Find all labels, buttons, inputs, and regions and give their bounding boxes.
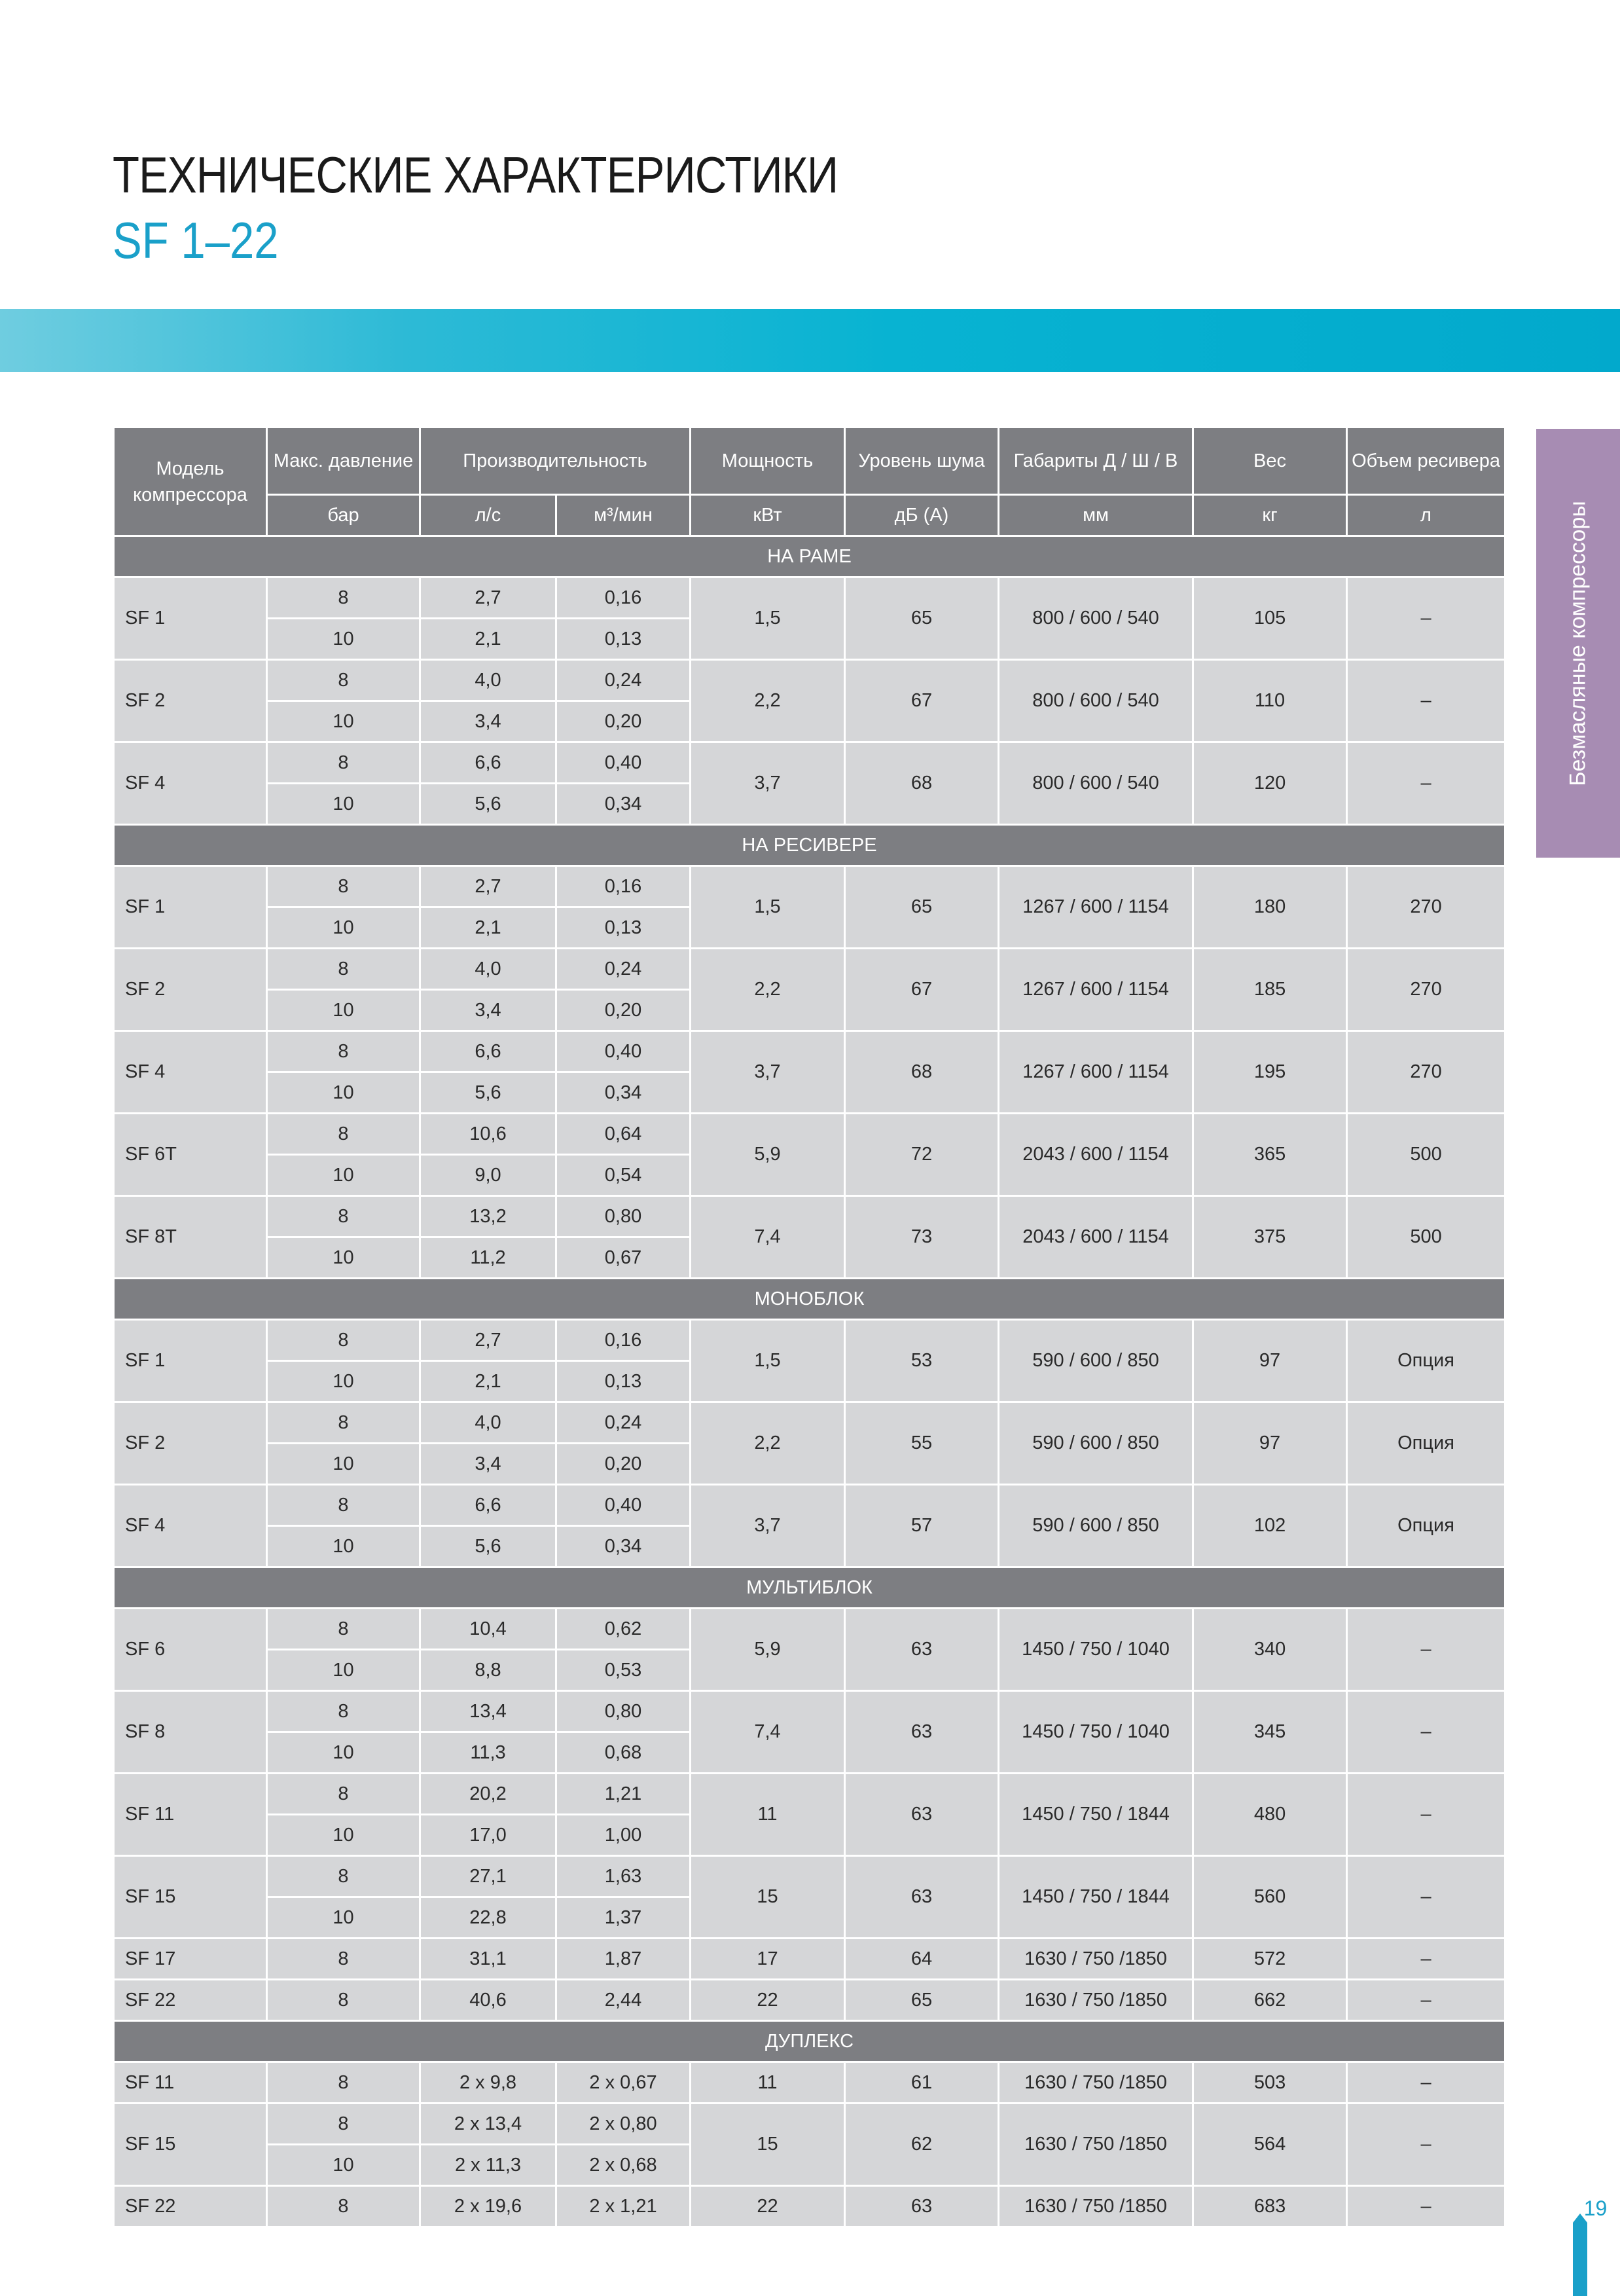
cell-dims: 1450 / 750 / 1040 — [999, 1609, 1193, 1691]
cell-dims: 800 / 600 / 540 — [999, 577, 1193, 660]
cell-noise: 57 — [845, 1485, 999, 1567]
table-row — [114, 577, 1505, 619]
cell-pressure: 8 — [267, 1856, 420, 1897]
cell-lps: 6,6 — [420, 742, 556, 784]
cell-weight: 365 — [1193, 1114, 1347, 1196]
cell-lps: 2,1 — [420, 619, 556, 660]
cell-lps: 20,2 — [420, 1774, 556, 1815]
cell-lps: 13,2 — [420, 1196, 556, 1237]
cell-dims: 590 / 600 / 850 — [999, 1320, 1193, 1402]
cell-lps: 2,7 — [420, 866, 556, 907]
section-title: МУЛЬТИБЛОК — [114, 1567, 1505, 1609]
cell-noise: 72 — [845, 1114, 999, 1196]
cell-m3: 0,24 — [556, 660, 691, 701]
cell-m3: 0,34 — [556, 1526, 691, 1567]
table-row — [114, 1320, 1505, 1361]
cell-tank: – — [1347, 1856, 1505, 1939]
cell-tank: – — [1347, 2104, 1505, 2186]
cell-m3: 0,16 — [556, 1320, 691, 1361]
cell-model: SF 8 — [114, 1691, 267, 1774]
cell-weight: 185 — [1193, 949, 1347, 1031]
cell-weight: 572 — [1193, 1939, 1347, 1980]
cell-power: 5,9 — [691, 1114, 845, 1196]
cell-model: SF 1 — [114, 1320, 267, 1402]
table-row — [114, 1114, 1505, 1155]
cell-m3: 0,80 — [556, 1691, 691, 1732]
table-row — [114, 1980, 1505, 2021]
cell-lps: 10,6 — [420, 1114, 556, 1155]
cell-pressure: 8 — [267, 1980, 420, 2021]
cell-m3: 0,20 — [556, 990, 691, 1031]
cell-weight: 345 — [1193, 1691, 1347, 1774]
cell-lps: 22,8 — [420, 1897, 556, 1939]
cell-lps: 3,4 — [420, 1444, 556, 1485]
cell-noise: 53 — [845, 1320, 999, 1402]
cell-power: 15 — [691, 1856, 845, 1939]
cell-m3: 0,54 — [556, 1155, 691, 1196]
cell-pressure: 10 — [267, 1732, 420, 1774]
cell-pressure: 8 — [267, 866, 420, 907]
cell-lps: 4,0 — [420, 949, 556, 990]
specs-table — [113, 426, 1506, 2228]
cell-m3: 0,62 — [556, 1609, 691, 1650]
cell-model: SF 4 — [114, 1031, 267, 1114]
cell-power: 3,7 — [691, 1485, 845, 1567]
cell-tank: – — [1347, 660, 1505, 742]
cell-m3: 0,53 — [556, 1650, 691, 1691]
cell-m3: 2 x 0,80 — [556, 2104, 691, 2145]
cell-pressure: 10 — [267, 1237, 420, 1279]
cell-dims: 1450 / 750 / 1040 — [999, 1691, 1193, 1774]
cell-model: SF 2 — [114, 949, 267, 1031]
cell-power: 2,2 — [691, 1402, 845, 1485]
cell-tank: 500 — [1347, 1114, 1505, 1196]
cell-dims: 2043 / 600 / 1154 — [999, 1114, 1193, 1196]
cell-power: 15 — [691, 2104, 845, 2186]
section-row — [114, 536, 1505, 577]
cell-lps: 17,0 — [420, 1815, 556, 1856]
cell-noise: 67 — [845, 949, 999, 1031]
cell-pressure: 10 — [267, 1526, 420, 1567]
cell-tank: – — [1347, 742, 1505, 825]
header-noise: Уровень шума — [845, 428, 999, 495]
cell-pressure: 10 — [267, 701, 420, 742]
unit-noise: дБ (А) — [845, 495, 999, 536]
cell-pressure: 10 — [267, 2145, 420, 2186]
cell-noise: 68 — [845, 742, 999, 825]
cell-tank: – — [1347, 1939, 1505, 1980]
cell-lps: 6,6 — [420, 1485, 556, 1526]
section-title: НА РАМЕ — [114, 536, 1505, 577]
cell-weight: 683 — [1193, 2186, 1347, 2227]
cell-weight: 120 — [1193, 742, 1347, 825]
cell-weight: 97 — [1193, 1402, 1347, 1485]
cell-m3: 1,00 — [556, 1815, 691, 1856]
cell-m3: 0,13 — [556, 907, 691, 949]
cell-pressure: 8 — [267, 742, 420, 784]
cell-pressure: 8 — [267, 577, 420, 619]
cell-dims: 1630 / 750 /1850 — [999, 2186, 1193, 2227]
cell-lps: 2,7 — [420, 1320, 556, 1361]
cell-lps: 5,6 — [420, 784, 556, 825]
cell-noise: 61 — [845, 2062, 999, 2104]
cell-pressure: 10 — [267, 1444, 420, 1485]
cell-pressure: 8 — [267, 1114, 420, 1155]
unit-weight: кг — [1193, 495, 1347, 536]
unit-power: кВт — [691, 495, 845, 536]
cell-pressure: 8 — [267, 1485, 420, 1526]
page-title: ТЕХНИЧЕСКИЕ ХАРАКТЕРИСТИКИ — [113, 146, 838, 204]
table-row — [114, 742, 1505, 784]
cell-weight: 564 — [1193, 2104, 1347, 2186]
cell-weight: 195 — [1193, 1031, 1347, 1114]
cell-m3: 1,87 — [556, 1939, 691, 1980]
cell-m3: 2 x 1,21 — [556, 2186, 691, 2227]
cell-pressure: 8 — [267, 949, 420, 990]
cell-noise: 67 — [845, 660, 999, 742]
cell-tank: – — [1347, 1980, 1505, 2021]
cell-m3: 0,16 — [556, 577, 691, 619]
cell-tank: – — [1347, 1691, 1505, 1774]
cell-power: 1,5 — [691, 1320, 845, 1402]
cell-pressure: 10 — [267, 1072, 420, 1114]
cell-tank: Опция — [1347, 1402, 1505, 1485]
header-pressure: Макс. давление — [267, 428, 420, 495]
cell-m3: 2 x 0,68 — [556, 2145, 691, 2186]
side-tab-label: Безмасляные компрессоры — [1565, 500, 1591, 786]
cell-pressure: 8 — [267, 1031, 420, 1072]
section-row — [114, 1279, 1505, 1320]
table-row — [114, 1031, 1505, 1072]
cell-lps: 6,6 — [420, 1031, 556, 1072]
cell-dims: 1267 / 600 / 1154 — [999, 1031, 1193, 1114]
section-row — [114, 825, 1505, 866]
header-power: Мощность — [691, 428, 845, 495]
cell-lps: 2,1 — [420, 1361, 556, 1402]
cell-tank: Опция — [1347, 1485, 1505, 1567]
table-row — [114, 1485, 1505, 1526]
section-row — [114, 2021, 1505, 2062]
table-row — [114, 2104, 1505, 2145]
cell-noise: 64 — [845, 1939, 999, 1980]
cell-power: 11 — [691, 2062, 845, 2104]
cell-m3: 0,34 — [556, 1072, 691, 1114]
cell-m3: 0,40 — [556, 1031, 691, 1072]
cell-power: 7,4 — [691, 1691, 845, 1774]
cell-noise: 63 — [845, 1609, 999, 1691]
table-row — [114, 1939, 1505, 1980]
cell-lps: 2,1 — [420, 907, 556, 949]
table-row — [114, 1856, 1505, 1897]
cell-pressure: 8 — [267, 2104, 420, 2145]
cell-pressure: 10 — [267, 619, 420, 660]
cell-lps: 8,8 — [420, 1650, 556, 1691]
cell-lps: 13,4 — [420, 1691, 556, 1732]
cell-pressure: 8 — [267, 1609, 420, 1650]
cell-weight: 102 — [1193, 1485, 1347, 1567]
specs-body — [114, 536, 1505, 2227]
cell-pressure: 8 — [267, 1196, 420, 1237]
cell-weight: 105 — [1193, 577, 1347, 660]
cell-noise: 68 — [845, 1031, 999, 1114]
cell-power: 5,9 — [691, 1609, 845, 1691]
section-title: НА РЕСИВЕРЕ — [114, 825, 1505, 866]
cell-power: 1,5 — [691, 577, 845, 660]
cell-dims: 590 / 600 / 850 — [999, 1402, 1193, 1485]
cell-weight: 97 — [1193, 1320, 1347, 1402]
cell-noise: 65 — [845, 577, 999, 660]
cell-lps: 3,4 — [420, 701, 556, 742]
cell-pressure: 10 — [267, 1155, 420, 1196]
cell-model: SF 15 — [114, 2104, 267, 2186]
cell-lps: 5,6 — [420, 1072, 556, 1114]
cell-tank: 270 — [1347, 1031, 1505, 1114]
cell-dims: 1267 / 600 / 1154 — [999, 866, 1193, 949]
cell-m3: 0,64 — [556, 1114, 691, 1155]
cell-dims: 1630 / 750 /1850 — [999, 2062, 1193, 2104]
cell-dims: 2043 / 600 / 1154 — [999, 1196, 1193, 1279]
cell-model: SF 11 — [114, 1774, 267, 1856]
cell-lps: 2 x 13,4 — [420, 2104, 556, 2145]
cell-noise: 65 — [845, 866, 999, 949]
cell-noise: 63 — [845, 1856, 999, 1939]
cell-pressure: 8 — [267, 1691, 420, 1732]
cell-m3: 0,13 — [556, 619, 691, 660]
unit-lps: л/с — [420, 495, 556, 536]
cell-pressure: 10 — [267, 1815, 420, 1856]
table-row — [114, 1196, 1505, 1237]
cell-dims: 800 / 600 / 540 — [999, 742, 1193, 825]
cell-power: 22 — [691, 1980, 845, 2021]
cell-pressure: 8 — [267, 1402, 420, 1444]
cell-model: SF 17 — [114, 1939, 267, 1980]
cell-model: SF 22 — [114, 1980, 267, 2021]
cell-weight: 560 — [1193, 1856, 1347, 1939]
cell-tank: – — [1347, 1609, 1505, 1691]
cell-pressure: 8 — [267, 1939, 420, 1980]
page-marker — [1573, 2223, 1587, 2296]
header-tank: Объем ресивера — [1347, 428, 1505, 495]
cell-tank: – — [1347, 1774, 1505, 1856]
cell-dims: 1630 / 750 /1850 — [999, 1980, 1193, 2021]
cell-lps: 31,1 — [420, 1939, 556, 1980]
cell-lps: 4,0 — [420, 1402, 556, 1444]
cell-pressure: 8 — [267, 660, 420, 701]
table-row — [114, 2062, 1505, 2104]
cell-m3: 0,40 — [556, 1485, 691, 1526]
cell-weight: 180 — [1193, 866, 1347, 949]
cell-weight: 662 — [1193, 1980, 1347, 2021]
cell-lps: 3,4 — [420, 990, 556, 1031]
cell-dims: 590 / 600 / 850 — [999, 1485, 1193, 1567]
cell-weight: 375 — [1193, 1196, 1347, 1279]
cell-model: SF 6 — [114, 1609, 267, 1691]
cell-m3: 1,63 — [556, 1856, 691, 1897]
cell-pressure: 8 — [267, 1774, 420, 1815]
header-band — [0, 309, 1620, 372]
cell-model: SF 2 — [114, 1402, 267, 1485]
table-row — [114, 1609, 1505, 1650]
table-row — [114, 1774, 1505, 1815]
cell-dims: 1450 / 750 / 1844 — [999, 1856, 1193, 1939]
cell-lps: 11,3 — [420, 1732, 556, 1774]
cell-model: SF 4 — [114, 1485, 267, 1567]
cell-m3: 0,24 — [556, 1402, 691, 1444]
cell-m3: 0,16 — [556, 866, 691, 907]
unit-tank: л — [1347, 495, 1505, 536]
cell-m3: 0,67 — [556, 1237, 691, 1279]
cell-tank: 500 — [1347, 1196, 1505, 1279]
cell-m3: 0,68 — [556, 1732, 691, 1774]
table-row — [114, 2186, 1505, 2227]
cell-noise: 62 — [845, 2104, 999, 2186]
cell-pressure: 10 — [267, 1650, 420, 1691]
unit-pressure: бар — [267, 495, 420, 536]
cell-m3: 0,20 — [556, 1444, 691, 1485]
cell-m3: 0,80 — [556, 1196, 691, 1237]
cell-weight: 110 — [1193, 660, 1347, 742]
cell-lps: 11,2 — [420, 1237, 556, 1279]
table-row — [114, 866, 1505, 907]
cell-weight: 480 — [1193, 1774, 1347, 1856]
cell-tank: – — [1347, 2062, 1505, 2104]
page-subtitle: SF 1–22 — [113, 211, 279, 269]
cell-tank: 270 — [1347, 866, 1505, 949]
cell-power: 3,7 — [691, 1031, 845, 1114]
cell-power: 1,5 — [691, 866, 845, 949]
cell-noise: 73 — [845, 1196, 999, 1279]
cell-dims: 800 / 600 / 540 — [999, 660, 1193, 742]
cell-tank: – — [1347, 2186, 1505, 2227]
cell-tank: – — [1347, 577, 1505, 660]
cell-model: SF 6T — [114, 1114, 267, 1196]
table-row — [114, 1402, 1505, 1444]
cell-model: SF 22 — [114, 2186, 267, 2227]
unit-m3: м³/мин — [556, 495, 691, 536]
cell-noise: 63 — [845, 1774, 999, 1856]
cell-lps: 27,1 — [420, 1856, 556, 1897]
cell-power: 2,2 — [691, 949, 845, 1031]
cell-power: 7,4 — [691, 1196, 845, 1279]
cell-m3: 0,13 — [556, 1361, 691, 1402]
cell-pressure: 8 — [267, 2062, 420, 2104]
cell-dims: 1630 / 750 /1850 — [999, 1939, 1193, 1980]
cell-noise: 55 — [845, 1402, 999, 1485]
cell-pressure: 10 — [267, 1361, 420, 1402]
cell-power: 22 — [691, 2186, 845, 2227]
cell-model: SF 15 — [114, 1856, 267, 1939]
header-weight: Вес — [1193, 428, 1347, 495]
cell-power: 11 — [691, 1774, 845, 1856]
cell-power: 2,2 — [691, 660, 845, 742]
cell-lps: 2 x 19,6 — [420, 2186, 556, 2227]
cell-model: SF 1 — [114, 577, 267, 660]
cell-lps: 9,0 — [420, 1155, 556, 1196]
side-tab — [1536, 429, 1620, 858]
cell-power: 3,7 — [691, 742, 845, 825]
table-row — [114, 949, 1505, 990]
cell-lps: 40,6 — [420, 1980, 556, 2021]
table-row — [114, 660, 1505, 701]
cell-power: 17 — [691, 1939, 845, 1980]
cell-m3: 2 x 0,67 — [556, 2062, 691, 2104]
header-capacity: Производительность — [420, 428, 691, 495]
cell-lps: 10,4 — [420, 1609, 556, 1650]
cell-m3: 1,21 — [556, 1774, 691, 1815]
cell-m3: 2,44 — [556, 1980, 691, 2021]
cell-model: SF 8T — [114, 1196, 267, 1279]
cell-lps: 2 x 9,8 — [420, 2062, 556, 2104]
cell-model: SF 4 — [114, 742, 267, 825]
cell-tank: Опция — [1347, 1320, 1505, 1402]
cell-dims: 1450 / 750 / 1844 — [999, 1774, 1193, 1856]
cell-noise: 63 — [845, 2186, 999, 2227]
unit-dims: мм — [999, 495, 1193, 536]
cell-m3: 0,20 — [556, 701, 691, 742]
section-row — [114, 1567, 1505, 1609]
cell-m3: 0,40 — [556, 742, 691, 784]
header-dims: Габариты Д / Ш / В — [999, 428, 1193, 495]
cell-m3: 0,34 — [556, 784, 691, 825]
table-row — [114, 1691, 1505, 1732]
cell-model: SF 2 — [114, 660, 267, 742]
section-title: МОНОБЛОК — [114, 1279, 1505, 1320]
cell-pressure: 10 — [267, 907, 420, 949]
header-model: Модель компрессора — [114, 428, 267, 536]
cell-lps: 2,7 — [420, 577, 556, 619]
cell-noise: 65 — [845, 1980, 999, 2021]
cell-weight: 340 — [1193, 1609, 1347, 1691]
cell-pressure: 10 — [267, 784, 420, 825]
cell-tank: 270 — [1347, 949, 1505, 1031]
cell-noise: 63 — [845, 1691, 999, 1774]
cell-pressure: 10 — [267, 990, 420, 1031]
cell-model: SF 1 — [114, 866, 267, 949]
cell-model: SF 11 — [114, 2062, 267, 2104]
cell-lps: 4,0 — [420, 660, 556, 701]
cell-lps: 5,6 — [420, 1526, 556, 1567]
cell-dims: 1267 / 600 / 1154 — [999, 949, 1193, 1031]
cell-pressure: 8 — [267, 2186, 420, 2227]
cell-lps: 2 x 11,3 — [420, 2145, 556, 2186]
cell-dims: 1630 / 750 /1850 — [999, 2104, 1193, 2186]
cell-m3: 1,37 — [556, 1897, 691, 1939]
cell-weight: 503 — [1193, 2062, 1347, 2104]
cell-pressure: 10 — [267, 1897, 420, 1939]
cell-m3: 0,24 — [556, 949, 691, 990]
page-number: 19 — [1583, 2196, 1608, 2220]
cell-pressure: 8 — [267, 1320, 420, 1361]
section-title: ДУПЛЕКС — [114, 2021, 1505, 2062]
